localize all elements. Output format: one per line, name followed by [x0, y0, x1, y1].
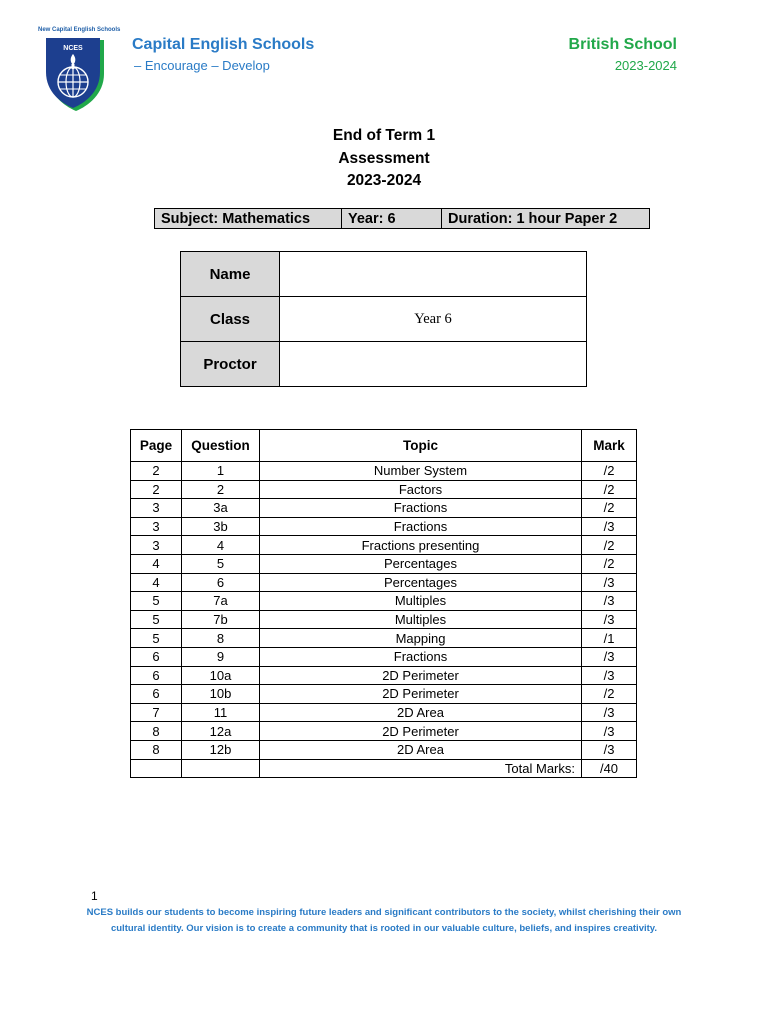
total-row: [131, 759, 637, 778]
cell-question: 9: [182, 647, 260, 666]
cell-mark: /1: [582, 629, 637, 648]
table-row: [131, 573, 637, 592]
cell-question: 7a: [182, 592, 260, 611]
cell-page: 4: [131, 554, 182, 573]
table-row: [131, 554, 637, 573]
cell-mark: /2: [582, 480, 637, 499]
cell-question: 1: [182, 462, 260, 481]
cell-question: 7b: [182, 610, 260, 629]
marks-table: [130, 429, 637, 778]
cell-mark: /3: [582, 703, 637, 722]
cell-page: 6: [131, 647, 182, 666]
total-empty-cell: [131, 759, 182, 778]
cell-topic: Percentages: [260, 573, 582, 592]
cell-page: 8: [131, 722, 182, 741]
cell-mark: /2: [582, 685, 637, 704]
proctor-row: [181, 342, 587, 387]
cell-question: 4: [182, 536, 260, 555]
name-row: [181, 252, 587, 297]
table-row: [131, 740, 637, 759]
header-mark: Mark: [582, 430, 637, 462]
cell-question: 3a: [182, 499, 260, 518]
cell-mark: /3: [582, 666, 637, 685]
title-line-3: 2023-2024: [346, 172, 422, 189]
cell-question: 6: [182, 573, 260, 592]
cell-page: 5: [131, 592, 182, 611]
cell-page: 3: [131, 536, 182, 555]
table-row: [131, 480, 637, 499]
cell-question: 5: [182, 554, 260, 573]
cell-topic: 2D Area: [260, 740, 582, 759]
cell-topic: Fractions presenting: [260, 536, 582, 555]
table-row: [131, 517, 637, 536]
academic-year: 2023-2024: [614, 58, 677, 73]
cell-page: 6: [131, 666, 182, 685]
cell-mark: /3: [582, 517, 637, 536]
name-field[interactable]: [280, 252, 587, 297]
class-field[interactable]: Year 6: [280, 297, 587, 342]
year-cell: Year: 6: [342, 209, 442, 229]
table-row: [131, 647, 637, 666]
cell-topic: Multiples: [260, 592, 582, 611]
marks-body: [131, 462, 637, 760]
cell-page: 5: [131, 610, 182, 629]
svg-text:NCES: NCES: [63, 45, 83, 52]
cell-mark: /3: [582, 592, 637, 611]
table-row: [131, 610, 637, 629]
cell-question: 10a: [182, 666, 260, 685]
cell-page: 6: [131, 685, 182, 704]
cell-question: 8: [182, 629, 260, 648]
name-label: Name: [181, 252, 280, 297]
cell-topic: Mapping: [260, 629, 582, 648]
school-motto: – Encourage – Develop: [134, 58, 270, 73]
subject-bar: [154, 208, 650, 229]
proctor-field[interactable]: [280, 342, 587, 387]
page-title: [234, 125, 534, 193]
cell-topic: Multiples: [260, 610, 582, 629]
cell-topic: 2D Perimeter: [260, 685, 582, 704]
cell-question: 12b: [182, 740, 260, 759]
cell-mark: /3: [582, 647, 637, 666]
cell-topic: Number System: [260, 462, 582, 481]
cell-question: 11: [182, 703, 260, 722]
duration-cell: Duration: 1 hour Paper 2: [442, 209, 650, 229]
cell-mark: /2: [582, 536, 637, 555]
table-row: [131, 462, 637, 481]
table-row: [131, 592, 637, 611]
cell-page: 4: [131, 573, 182, 592]
school-name: Capital English Schools: [132, 36, 315, 53]
table-row: [131, 703, 637, 722]
cell-page: 7: [131, 703, 182, 722]
title-line-2: Assessment: [338, 149, 430, 167]
cell-page: 2: [131, 480, 182, 499]
footer-vision: NCES builds our students to become inspiring future leaders and significant contributors to the society, whilst cherishing their own cultural identity. Our vision is to create a community that is rooted in our valuable culture, beliefs, and inspires creativity.: [86, 907, 682, 934]
cell-topic: Factors: [260, 480, 582, 499]
cell-topic: 2D Perimeter: [260, 722, 582, 741]
cell-mark: /2: [582, 499, 637, 518]
header-question: Question: [182, 430, 260, 462]
total-empty-cell: [182, 759, 260, 778]
total-label: Total Marks:: [260, 759, 582, 778]
class-row: [181, 297, 587, 342]
page-number: 1: [91, 889, 98, 903]
marks-header-row: [131, 430, 637, 462]
title-line-1: End of Term 1: [332, 127, 436, 144]
cell-question: 2: [182, 480, 260, 499]
student-info-table: [180, 251, 587, 387]
header-page: Page: [131, 430, 182, 462]
cell-topic: Fractions: [260, 517, 582, 536]
cell-page: 8: [131, 740, 182, 759]
cell-topic: Percentages: [260, 554, 582, 573]
table-row: [131, 629, 637, 648]
cell-mark: /2: [582, 462, 637, 481]
logo-caption: New Capital English Schools: [38, 27, 121, 33]
school-type: British School: [568, 36, 677, 53]
cell-mark: /3: [582, 573, 637, 592]
table-row: [131, 536, 637, 555]
table-row: [131, 499, 637, 518]
cell-question: 10b: [182, 685, 260, 704]
cell-topic: 2D Perimeter: [260, 666, 582, 685]
school-logo: [44, 36, 108, 112]
cell-page: 3: [131, 499, 182, 518]
cell-mark: /3: [582, 722, 637, 741]
cell-page: 2: [131, 462, 182, 481]
cell-page: 5: [131, 629, 182, 648]
table-row: [131, 722, 637, 741]
cell-page: 3: [131, 517, 182, 536]
cell-question: 3b: [182, 517, 260, 536]
table-row: [131, 666, 637, 685]
cell-topic: Fractions: [260, 647, 582, 666]
class-label: Class: [181, 297, 280, 342]
total-value: /40: [582, 759, 637, 778]
subject-cell: Subject: Mathematics: [155, 209, 342, 229]
header-topic: Topic: [260, 430, 582, 462]
cell-topic: Fractions: [260, 499, 582, 518]
cell-question: 12a: [182, 722, 260, 741]
cell-mark: /3: [582, 740, 637, 759]
cell-mark: /2: [582, 554, 637, 573]
cell-topic: 2D Area: [260, 703, 582, 722]
table-row: [131, 685, 637, 704]
proctor-label: Proctor: [181, 342, 280, 387]
cell-mark: /3: [582, 610, 637, 629]
